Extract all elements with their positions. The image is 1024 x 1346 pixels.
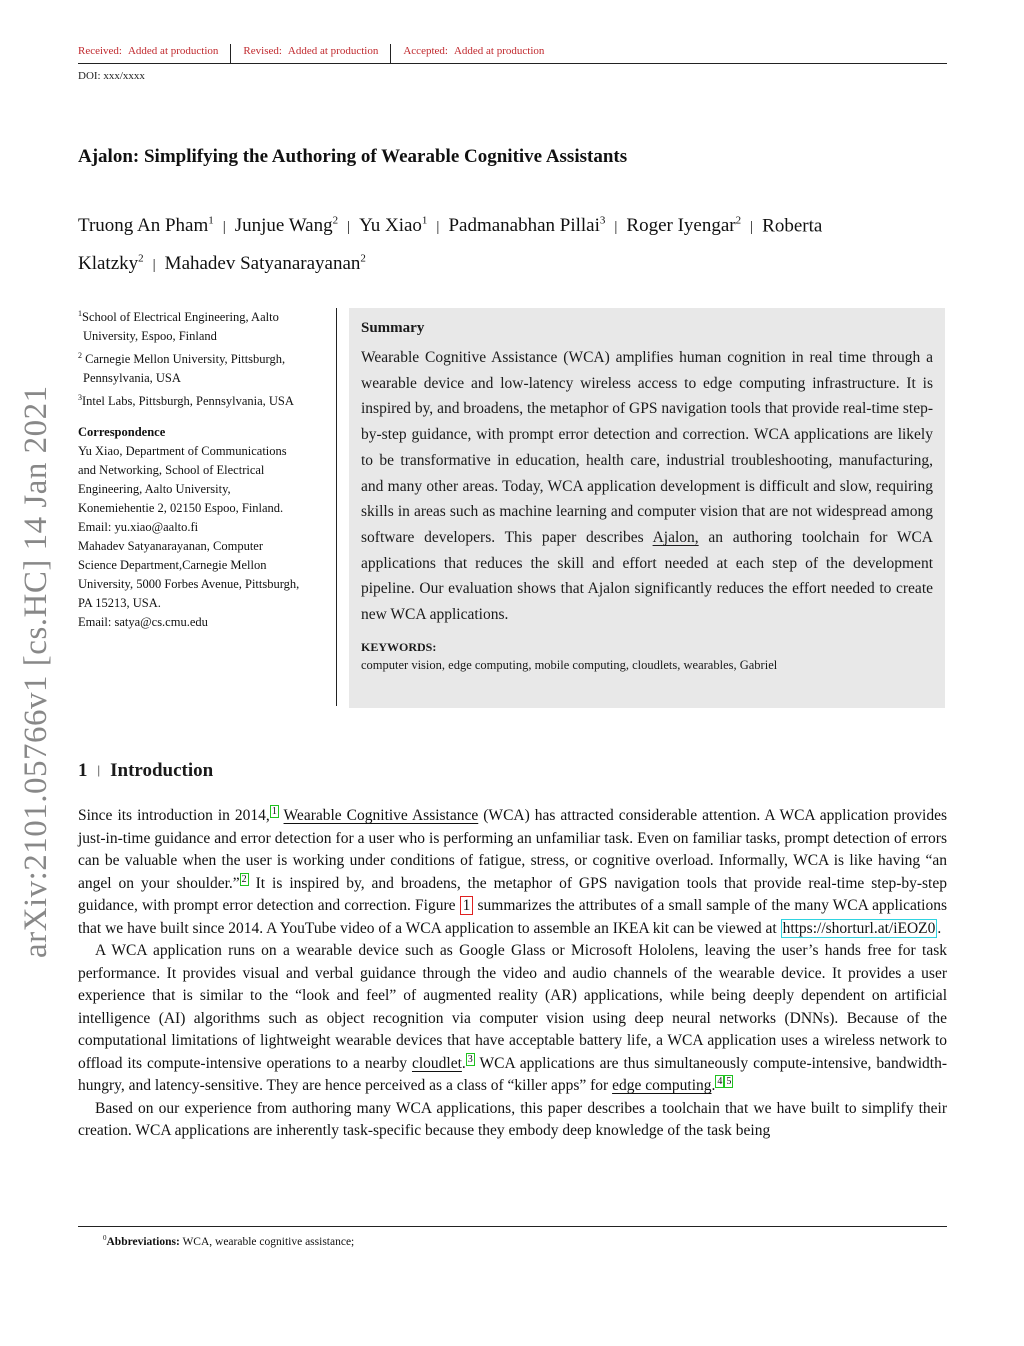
paper-title: Ajalon: Simplifying the Authoring of Wearable Cognitive Assistants: [78, 146, 628, 167]
author: Truong An Pham$^1$: [78, 215, 214, 237]
author: Yu Xiao$^1$: [359, 215, 428, 237]
arxiv-stamp: arXiv:2101.05766v1 [cs.HC] 14 Jan 2021: [18, 385, 54, 958]
paragraph: Since its introduction in 2014, $^1$ Wearable Cognitive Assistance (WCA) has attracted considerable attention. A WCA application provides just-in-time guidance and error detection for a user who is performing an unfamiliar task. Even on familiar tasks, prompt detection of errors can be valuable when the user is working under conditions of fatigue, stress, or cognitive overload. Informally, WCA is like having “an angel on your shoulder.” $^2$ It is inspired by, and broadens, the metaphor of GPS navigation tools that provide real-time step-by-step guidance, with prompt error detection and correction. Figure 1 summarizes the attributes of a small sample of the many WCA applications that we have built since 2014. A YouTube video of a WCA application to assemble an IKEA kit can be viewed at https://shorturl.at/iEOZ0 .: [78, 806, 948, 937]
summary-box: [349, 308, 945, 708]
email: Email: yu.xiao@aalto.fi: [78, 520, 199, 535]
paragraph: A WCA application runs on a wearable device such as Google Glass or Microsoft Hololens, leaving the user’s hands free for task performance. It provides visual and verbal guidance through the video and audio channels of the wearable device. It provides a user experience that is similar to the “look and feel” of augmented reality (AR) applications, while being deeply dependent on artificial intelligence (AI) algorithms such as object recognition via computer vision using deep neural networks (DNNs). Because of the computational limitations of lightweight wearable devices that have acceptable battery life, a WCA application uses a wireless network to offload its compute-intensive operations to a nearby cloudlet. $^3$ WCA applications are thus simultaneously compute-intensive, bandwidth-hungry, and latency-sensitive. They are hence perceived as a class of “killer apps” for edge computing. $^4$ $^5$: [78, 942, 947, 1094]
summary-heading: Summary: [361, 320, 425, 336]
accepted-date: Accepted: Added at production: [403, 45, 545, 57]
author: Padmanabhan Pillai$^3$: [448, 215, 606, 237]
author: Roger Iyengar$^2$: [626, 215, 742, 237]
author: Roberta: [762, 215, 823, 237]
author: Mahadev Satyanarayanan$^2$: [164, 252, 366, 274]
affiliations: $^1$School of Electrical Engineering, Aalto University, Espoo, Finland $^2$ Carnegie Mellon University, Pittsburgh, Pennsylvania, USA $^3$Intel Labs, Pittsburgh, Pennsylvania, USA Correspondence Yu Xiao, Department of Communications and Networking, School of Electrical Engineering, Aalto University, Konemiehentie 2, 02150 Espoo, Finland. Email: yu.xiao@aalto.fi Mahadev Satyanarayanan, Computer Science Department,Carnegie Mellon University, 5000 Forbes Avenue, Pittsburgh, PA 15213, USA. Email: satya@cs.cmu.edu: [78, 304, 328, 632]
url-link[interactable]: https://shorturl.at/iEOZ0: [782, 919, 936, 937]
publication-dates: [78, 44, 947, 64]
ajalon-link[interactable]: Ajalon,: [652, 528, 699, 546]
doi: DOI: xxx/xxxx: [78, 70, 145, 82]
glossary-link[interactable]: cloudlet: [411, 1054, 462, 1072]
body-text: [78, 805, 947, 1143]
section-heading: 1 | Introduction: [78, 760, 214, 781]
received-date: Received: Added at production: [78, 44, 231, 64]
summary-text: Wearable Cognitive Assistance (WCA) amplifies human cognition in real time through a wearable device and low-latency wireless access to edge computing infrastructure. It is inspired by, and broadens, the metaphor of GPS navigation tools that provide real-time step-by-step guidance, with prompt error detection and correction. WCA applications are likely to be transformative in education, health care, industrial troubleshooting, manufacturing, and many other areas. Today, WCA application development is difficult and slow, requiring skills in areas such as machine learning and computer vision that are not widespread among software developers. This paper describes Ajalon, an authoring toolchain for WCA applications that reduces the skill and effort needed at each step of the development pipeline. Our evaluation shows that Ajalon significantly reduces the effort needed to create new WCA applications.: [361, 349, 933, 624]
citation-link[interactable]: 2: [241, 873, 247, 885]
citation-link[interactable]: 1: [271, 806, 277, 817]
keywords: computer vision, edge computing, mobile computing, cloudlets, wearables, Gabriel: [361, 657, 778, 672]
citation-link[interactable]: 3: [467, 1053, 473, 1065]
revised-date: Revised: Added at production: [243, 44, 391, 64]
author: Junjue Wang$^2$: [234, 215, 339, 237]
figure-link[interactable]: 1: [460, 896, 474, 915]
paragraph: Based on our experience from authoring many WCA applications, this paper describes a toolchain that we have built to simplify their creation. WCA applications are inherently task-specific because they embody deep knowledge of the task being: [78, 1099, 947, 1139]
author: Klatzky$^2$: [78, 252, 144, 274]
footnote: $^0$Abbreviations: WCA, wearable cognitive assistance;: [103, 1234, 355, 1248]
citation-link[interactable]: 4: [717, 1076, 723, 1087]
correspondence-heading: Correspondence: [78, 425, 166, 440]
column-divider: [336, 308, 337, 706]
header-rule: [78, 63, 947, 64]
glossary-link[interactable]: Wearable Cognitive Assistance: [283, 807, 479, 824]
citation-link[interactable]: 5: [726, 1076, 732, 1087]
email: Email: satya@cs.cmu.edu: [78, 615, 208, 630]
author-list: Truong An Pham$^1$ | Junjue Wang$^2$ | Yu Xiao$^1$ | Padmanabhan Pillai$^3$ | Roger Iyengar$^2$ | Roberta Klatzky$^2$ | Mahadev Satyanarayanan$^2$: [78, 215, 823, 274]
keywords-heading: KEYWORDS:: [361, 639, 437, 654]
glossary-link[interactable]: edge computing: [612, 1077, 712, 1094]
footnote-rule: [78, 1226, 947, 1227]
